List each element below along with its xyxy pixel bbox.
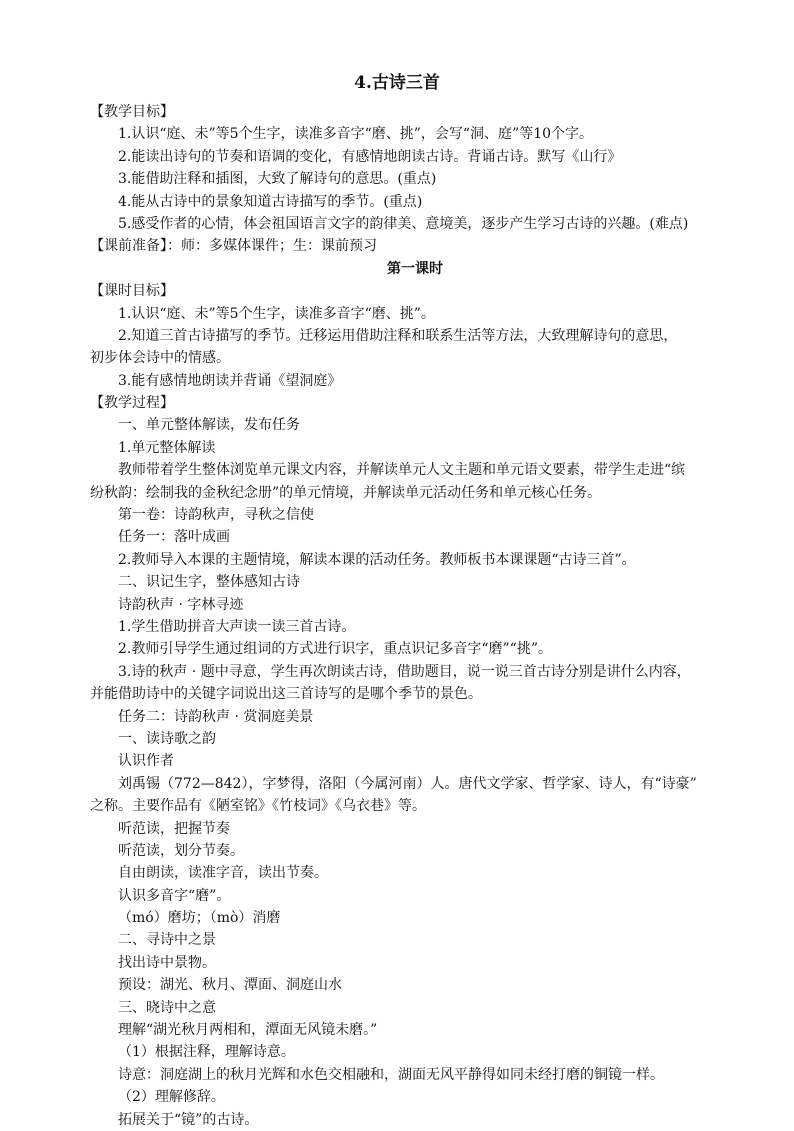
text-line: 3.能借助注释和插图，大致了解诗句的意思。(重点) [118, 171, 437, 188]
text-line: 一、单元整体解读，发布任务 [118, 417, 300, 434]
text-line: 2.知道三首古诗描写的季节。迁移运用借助注释和联系生活等方法，大致理解诗句的意思， [118, 327, 678, 344]
text-line: 3.能有感情地朗读并背诵《望洞庭》 [118, 372, 342, 389]
text-line: 一、读诗歌之韵 [118, 730, 216, 747]
text-line: 诗意：洞庭湖上的秋月光辉和水色交相融和，湖面无风平静得如同未经打磨的铜镜一样。 [118, 1066, 664, 1083]
text-line: 5.感受作者的心情，体会祖国语言文字的韵律美、意境美，逐步产生学习古诗的兴趣。(难点) [118, 215, 689, 232]
text-line: 任务一：落叶成画 [118, 529, 230, 546]
text-line: 自由朗读，读准字音，读出节奏。 [118, 865, 328, 882]
text-line: 初步体会诗中的情感。 [90, 350, 230, 367]
text-line: 认识多音字“磨”。 [118, 887, 231, 904]
text-line: （1）根据注释，理解诗意。 [118, 1044, 295, 1061]
text-line: 1.单元整体解读 [118, 439, 216, 456]
text-line: （mó）磨坊；（mò）消磨 [118, 910, 281, 927]
text-line: 预设：湖光、秋月、潭面、洞庭山水 [118, 977, 342, 994]
text-line: 二、识记生字，整体感知古诗 [118, 574, 300, 591]
text-line: 教师带着学生整体浏览单元课文内容，并解读单元人文主题和单元语文要素，带学生走进“缤 [118, 462, 686, 479]
text-line: 刘禹锡（772—842），字梦得，洛阳（今属河南）人。唐代文学家、哲学家、诗人，有“诗豪” [118, 775, 697, 792]
text-line: 找出诗中景物。 [118, 954, 216, 971]
text-line: 第一卷：诗韵秋声，寻秋之信使 [118, 507, 314, 524]
text-line: 听范读，把握节奏 [118, 820, 230, 837]
text-line: 之称。主要作品有《陋室铭》《竹枝词》《乌衣巷》等。 [90, 798, 426, 815]
text-line: 听范读，划分节奏。 [118, 842, 244, 859]
text-line: 1.学生借助拼音大声读一读三首古诗。 [118, 618, 356, 635]
text-line: 【课前准备】：师：多媒体课件；生：课前预习 [90, 238, 377, 255]
text-line: 【教学目标】 [90, 104, 174, 120]
text-line: 3.诗的秋声 · 题中寻意，学生再次朗读古诗，借助题目，说一说三首古诗分别是讲什么内容， [118, 663, 691, 680]
text-line: 【教学过程】 [90, 395, 174, 412]
text-line: 诗韵秋声 · 字林寻迹 [118, 596, 244, 613]
text-line: 拓展关于“镜”的古诗。 [118, 1111, 259, 1128]
text-line: 任务二：诗韵秋声 · 赏洞庭美景 [118, 708, 314, 725]
text-line: 纷秋韵：绘制我的金秋纪念册”的单元情境，并解读单元活动任务和单元核心任务。 [90, 484, 602, 501]
text-line: 二、寻诗中之景 [118, 932, 216, 949]
text-line: 三、晓诗中之意 [118, 999, 216, 1016]
text-line: 2.教师导入本课的主题情境，解读本课的活动任务。教师板书本课课题“古诗三首”。 [118, 551, 636, 568]
text-line: （2）理解修辞。 [118, 1089, 225, 1106]
document-title: 4.古诗三首 [354, 73, 440, 93]
text-line: 1.认识“庭、未”等5个生字，读准多音字“磨、挑”。 [118, 305, 435, 322]
text-line: 理解“湖光秋月两相和，潭面无风镜未磨。” [118, 1022, 378, 1039]
text-line: 第一课时 [387, 260, 443, 277]
text-line: 2.教师引导学生通过组词的方式进行识字，重点识记多音字“磨”“挑”。 [118, 641, 552, 658]
text-line: 2.能读出诗句的节奏和语调的变化，有感情地朗读古诗。背诵古诗。默写《山行》 [118, 148, 622, 165]
text-line: 认识作者 [118, 753, 174, 770]
text-line: 1.认识“庭、未”等5个生字，读准多音字“磨、挑”，会写“洞、庭”等10个字。 [118, 126, 594, 143]
document-body [90, 101, 740, 1131]
text-line: 【课时目标】 [90, 283, 174, 300]
text-line: 4.能从古诗中的景象知道古诗描写的季节。(重点) [118, 193, 423, 210]
text-line: 并能借助诗中的关键字词说出这三首诗写的是哪个季节的景色。 [90, 686, 482, 703]
